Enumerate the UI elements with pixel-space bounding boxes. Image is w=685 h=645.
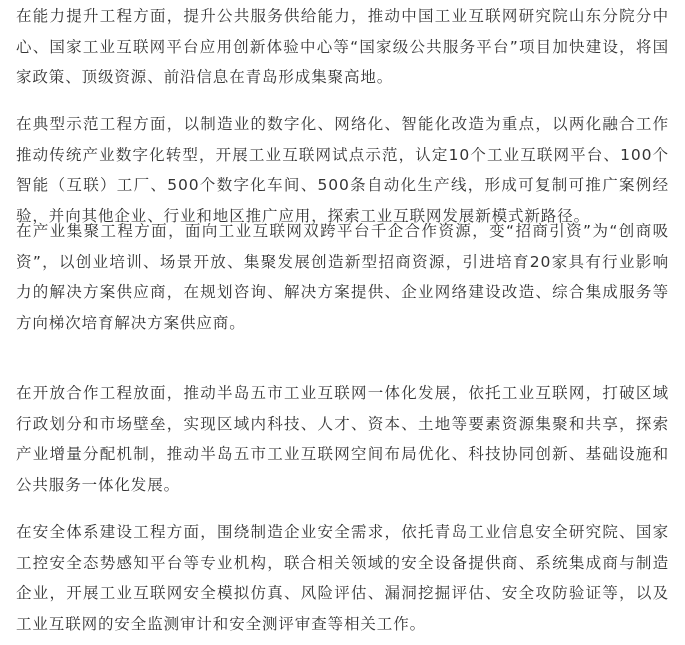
paragraph-industry-cluster: 在产业集聚工程方面，面向工业互联网双跨平台千企合作资源，变“招商引资”为“创商吸资”，以创业培训、场景开放、集聚发展创造新型招商资源，引进培育20家具有行业影响力的解决方案供应商，在规划咨询、解决方案提供、企业网络建设改造、综合集成服务等方向梯次培育解决方案供应商。 xyxy=(16,222,669,333)
paragraph-typical-demonstration: 在典型示范工程方面，以制造业的数字化、网络化、智能化改造为重点，以两化融合工作推动传统产业数字化转型，开展工业互联网试点示范，认定10个工业互联网平台、100个智能（互联）工厂、500个数字化车间、500条自动化生产线，形成可复制可推广案例经验，并向其他企业、行业和地区推广应用，探索工业互联网发展新模式新路径。 xyxy=(16,115,669,226)
paragraph-security-system: 在安全体系建设工程方面，围绕制造企业安全需求，依托青岛工业信息安全研究院、国家工控安全态势感知平台等专业机构，联合相关领域的安全设备提供商、系统集成商与制造企业，开展工业互联网安全模拟仿真、风险评估、漏洞挖掘评估、安全攻防验证等，以及工业互联网的安全监测审计和安全测评审查等相关工作。 xyxy=(16,523,669,634)
paragraph-capability-improvement: 在能力提升工程方面，提升公共服务供给能力，推动中国工业互联网研究院山东分院分中心、国家工业互联网平台应用创新体验中心等“国家级公共服务平台”项目加快建设，将国家政策、顶级资源、前沿信息在青岛形成集聚高地。 xyxy=(16,7,669,87)
paragraph-open-cooperation: 在开放合作工程放面，推动半岛五市工业互联网一体化发展，依托工业互联网，打破区域行政划分和市场壁垒，实现区域内科技、人才、资本、土地等要素资源集聚和共享，探索产业增量分配机制，推动半岛五市工业互联网空间布局优化、科技协同创新、基础设施和公共服务一体化发展。 xyxy=(16,384,669,495)
